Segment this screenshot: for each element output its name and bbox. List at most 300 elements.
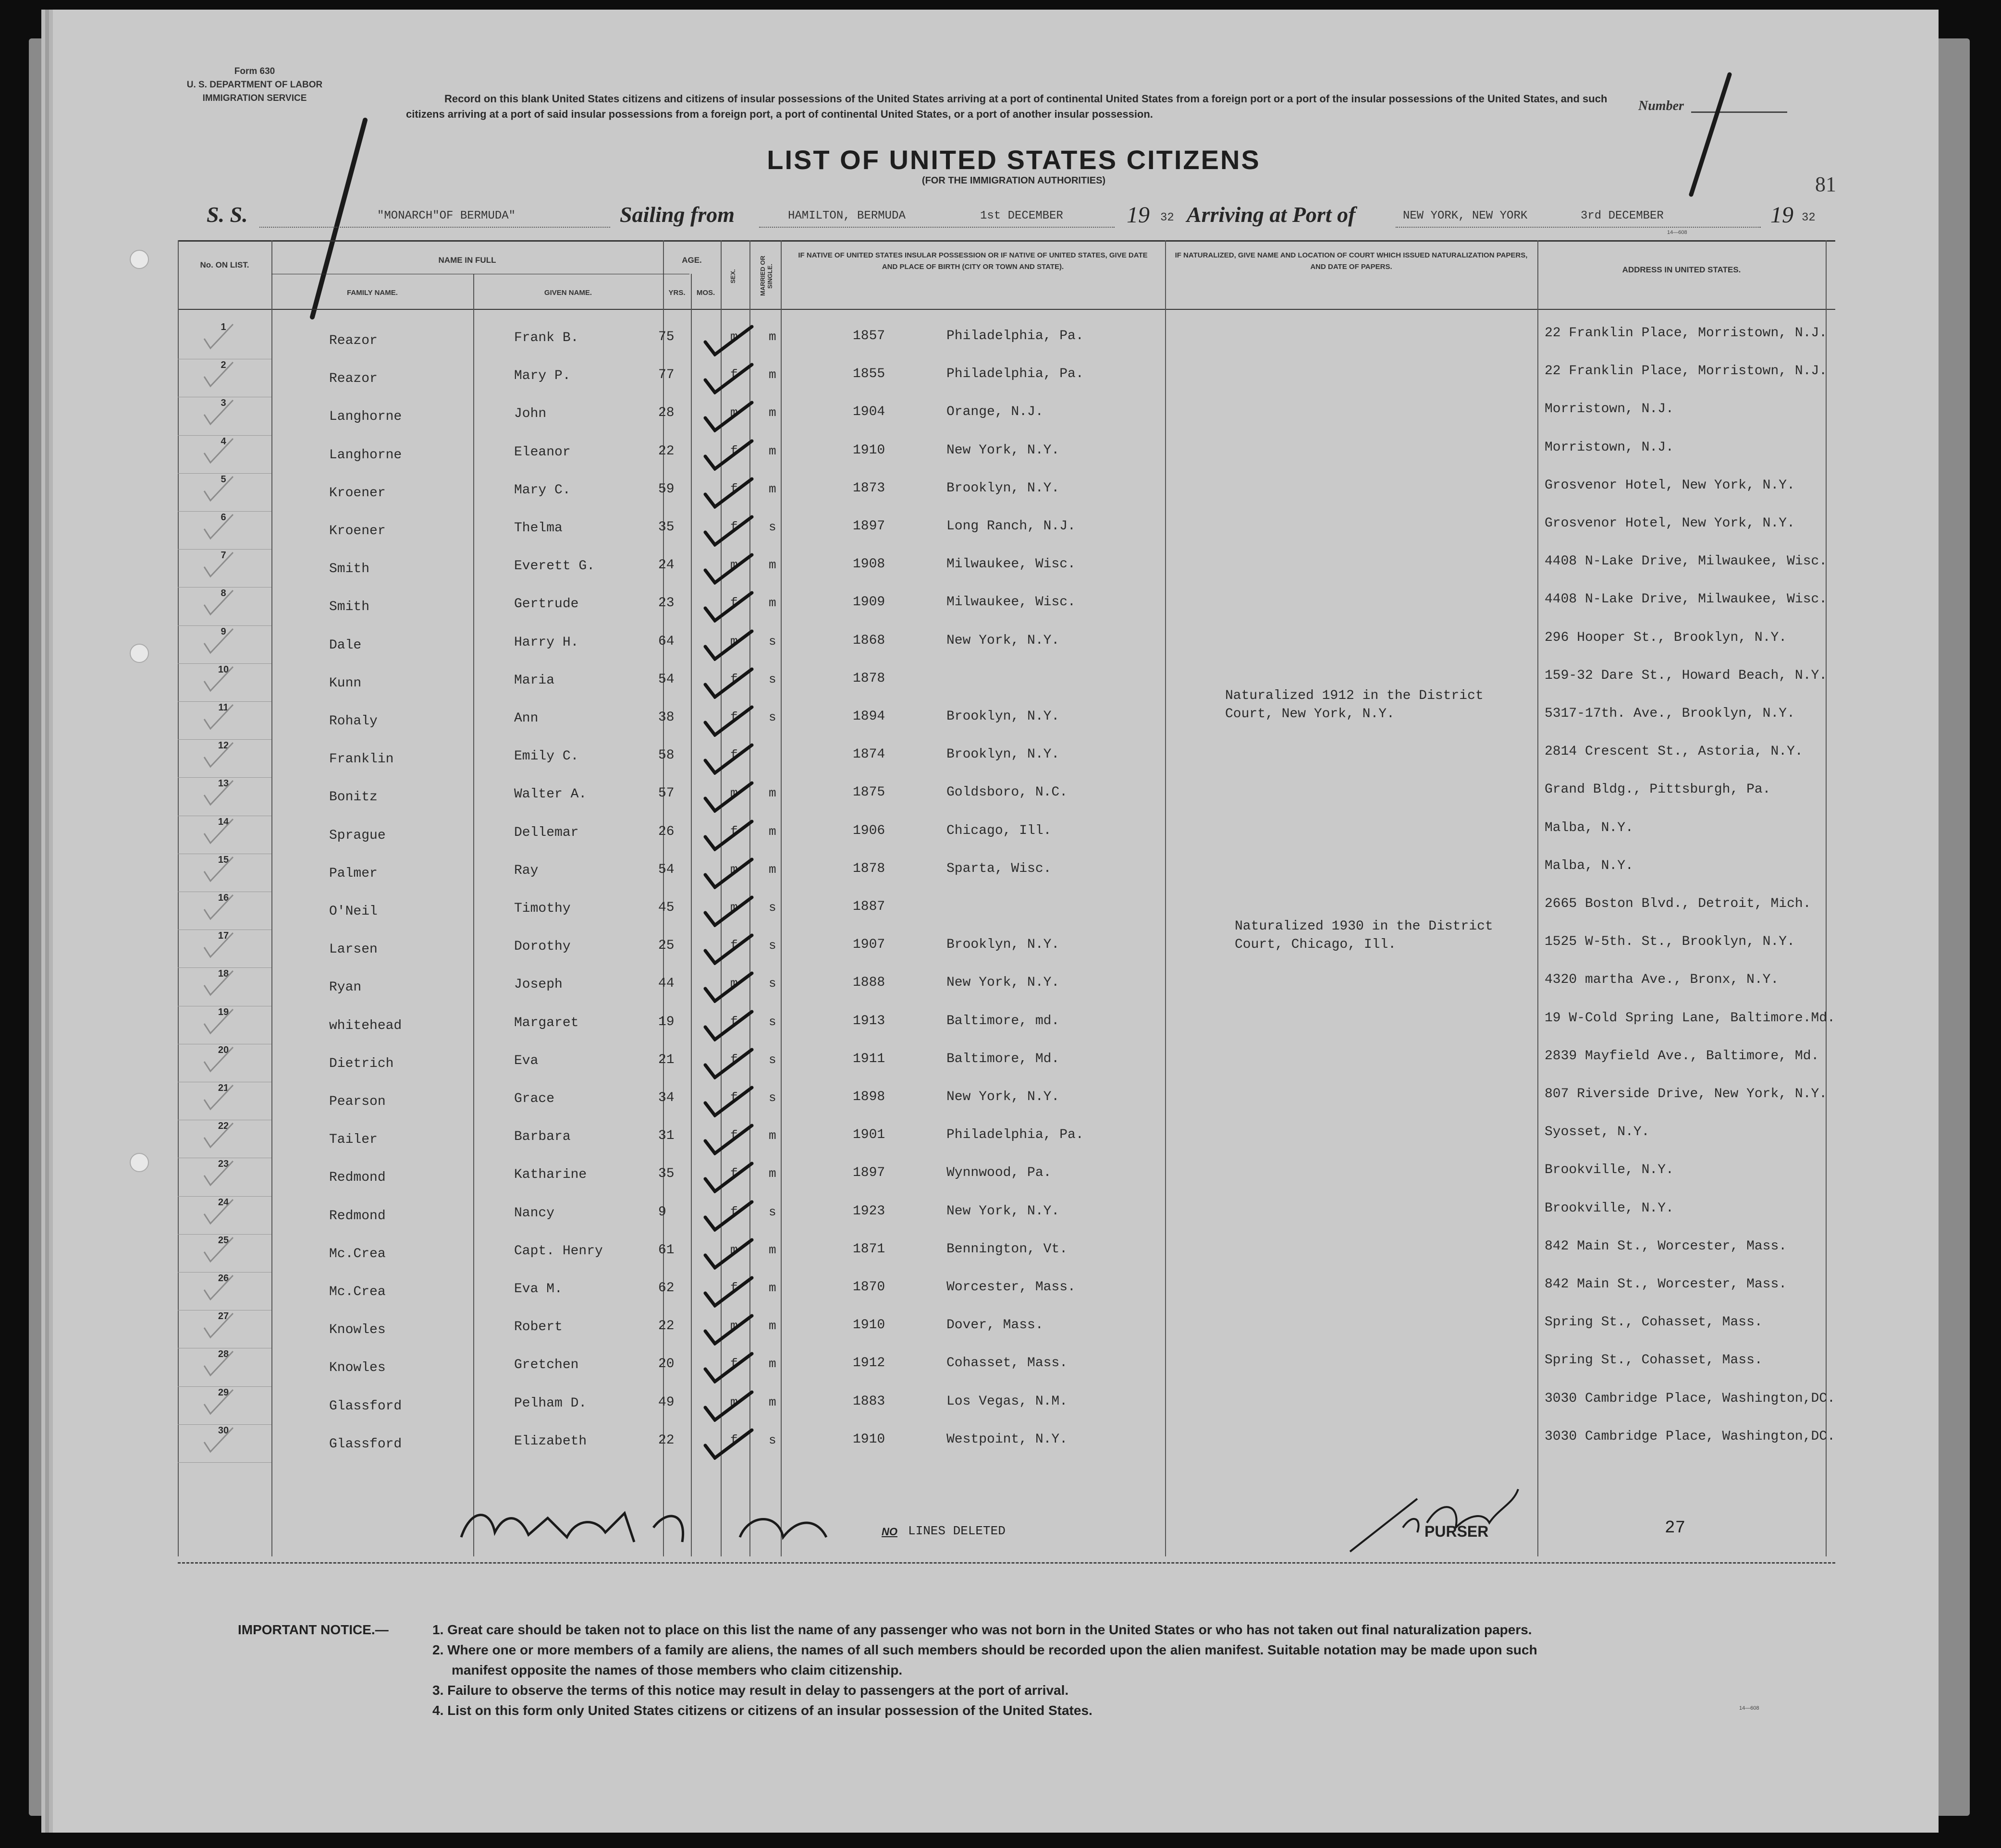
family-name: Pearson: [329, 1094, 386, 1109]
given-name: Gretchen: [514, 1358, 579, 1373]
us-address: 2665 Boston Blvd., Detroit, Mich.: [1545, 896, 1811, 911]
check-mark-icon: [701, 1274, 754, 1308]
marital-status: m: [769, 1395, 776, 1409]
margin-tick-icon: [202, 1387, 235, 1416]
sex: f: [730, 1128, 738, 1143]
us-address: Morristown, N.J.: [1545, 402, 1674, 417]
sex: m: [730, 862, 738, 877]
row-number: 18: [218, 968, 229, 979]
age-years: 21: [658, 1052, 675, 1067]
birth-year: 1883: [853, 1394, 885, 1409]
page-title: LIST OF UNITED STATES CITIZENS: [767, 145, 1261, 175]
row-number: 24: [218, 1197, 229, 1208]
us-address: 4408 N-Lake Drive, Milwaukee, Wisc.: [1545, 592, 1828, 607]
table-row: [178, 360, 1835, 397]
arrival-year-prefix: 19: [1770, 202, 1793, 228]
birth-year: 1878: [853, 861, 885, 876]
sex: f: [730, 520, 738, 534]
given-name: Elizabeth: [514, 1433, 587, 1449]
sex: f: [730, 1166, 738, 1181]
us-address: 19 W-Cold Spring Lane, Baltimore.Md.: [1545, 1010, 1835, 1026]
sex: f: [730, 1014, 738, 1029]
marital-status: m: [769, 862, 776, 877]
birth-place: Brooklyn, N.Y.: [946, 937, 1060, 953]
given-name: Frank B.: [514, 330, 579, 345]
table-row: [178, 893, 1835, 930]
given-name: Nancy: [514, 1205, 555, 1221]
us-address: Brookville, N.Y.: [1545, 1200, 1674, 1216]
table-row: [178, 702, 1835, 740]
margin-tick-icon: [202, 1425, 235, 1454]
margin-tick-icon: [202, 968, 235, 997]
table-row: [178, 1083, 1835, 1120]
given-name: Pelham D.: [514, 1395, 587, 1411]
age-years: 77: [658, 367, 675, 383]
row-rule: [178, 473, 271, 474]
table-row: [178, 778, 1835, 816]
table-row: [178, 1235, 1835, 1273]
family-name: whitehead: [329, 1018, 402, 1033]
birth-place: Dover, Mass.: [946, 1318, 1043, 1333]
row-rule: [178, 1462, 271, 1463]
margin-tick-icon: [202, 626, 235, 655]
birth-year: 1871: [853, 1241, 885, 1257]
row-rule: [178, 967, 271, 968]
handwritten-number: [1657, 70, 1754, 204]
arrival-date: 3rd DECEMBER: [1581, 209, 1664, 222]
table-row: [178, 322, 1835, 359]
marital-status: s: [769, 938, 776, 953]
sex: m: [730, 634, 738, 649]
form-code: 14—608: [1739, 1705, 1759, 1711]
notice-lead: IMPORTANT NOTICE.—: [238, 1622, 389, 1637]
family-name: Kunn: [329, 675, 362, 691]
margin-tick-icon: [202, 1273, 235, 1302]
family-name: Glassford: [329, 1398, 402, 1414]
given-name: Dellemar: [514, 825, 579, 840]
us-address: 2839 Mayfield Ave., Baltimore, Md.: [1545, 1048, 1819, 1064]
birth-place: Westpoint, N.Y.: [946, 1432, 1068, 1447]
margin-tick-icon: [202, 588, 235, 617]
check-mark-icon: [701, 665, 754, 699]
check-mark-icon: [701, 1388, 754, 1422]
age-years: 61: [658, 1242, 675, 1258]
birth-place: Wynnwood, Pa.: [946, 1165, 1052, 1181]
age-years: 57: [658, 786, 675, 801]
given-name: Mary P.: [514, 368, 571, 384]
table-row: [178, 474, 1835, 512]
row-number: 27: [218, 1311, 229, 1322]
birth-place: Brooklyn, N.Y.: [946, 747, 1060, 762]
table-row: [178, 436, 1835, 474]
check-mark-icon: [701, 399, 754, 432]
notice-item: 4. List on this form only United States citizens or citizens of an insular possession of the United States.: [432, 1703, 1093, 1718]
birth-year: 1910: [853, 1318, 885, 1333]
row-number: 7: [221, 550, 226, 561]
family-name: Smith: [329, 562, 370, 577]
port-underline: [1396, 227, 1761, 228]
row-number: 17: [218, 930, 229, 942]
handwritten-purser-signature: [1345, 1470, 1528, 1556]
row-number: 30: [218, 1425, 229, 1436]
family-name: Ryan: [329, 980, 362, 995]
given-name: Gertrude: [514, 597, 579, 612]
header-given-name: GIVEN NAME.: [544, 289, 592, 297]
table-row: [178, 398, 1835, 435]
ship-name: "MONARCH"OF BERMUDA": [377, 209, 516, 222]
us-address: 4408 N-Lake Drive, Milwaukee, Wisc.: [1545, 554, 1828, 569]
age-years: 20: [658, 1357, 675, 1372]
marital-status: m: [769, 1242, 776, 1257]
age-years: 44: [658, 976, 675, 991]
check-mark-icon: [701, 1084, 754, 1117]
margin-tick-icon: [202, 778, 235, 807]
us-address: 1525 W-5th. St., Brooklyn, N.Y.: [1545, 934, 1795, 950]
given-name: John: [514, 406, 547, 422]
margin-tick-icon: [202, 474, 235, 503]
row-number: 23: [218, 1159, 229, 1170]
age-years: 75: [658, 330, 675, 344]
sailing-from-port: HAMILTON, BERMUDA: [788, 209, 906, 222]
arriving-label: Arriving at Port of: [1187, 202, 1356, 227]
sex: f: [730, 710, 738, 724]
birth-year: 1907: [853, 937, 885, 953]
birth-place: New York, N.Y.: [946, 442, 1060, 458]
given-name: Barbara: [514, 1129, 571, 1145]
check-mark-icon: [701, 551, 754, 585]
form-number: Form 630: [234, 66, 275, 76]
table-row: [178, 550, 1835, 587]
birth-year: 1897: [853, 1165, 885, 1181]
birth-year: 1923: [853, 1203, 885, 1219]
us-address: 3030 Cambridge Place, Washington,DC.: [1545, 1429, 1835, 1444]
us-address: Spring St., Cohasset, Mass.: [1545, 1315, 1763, 1330]
marital-status: s: [769, 1014, 776, 1029]
age-years: 22: [658, 443, 675, 459]
given-name: Thelma: [514, 521, 563, 536]
birth-place: Long Ranch, N.J.: [946, 519, 1076, 534]
naturalization-note-line: Naturalized 1930 in the District: [1235, 919, 1493, 934]
sex: f: [730, 672, 738, 686]
birth-year: 1873: [853, 480, 885, 496]
marital-status: m: [769, 558, 776, 573]
manifest-page: [53, 10, 1939, 1833]
notice-item: 1. Great care should be taken not to place on this list the name of any passenger who was not born in the United States or who has not taken out final naturalization papers.: [432, 1622, 1532, 1637]
header-birth: IF NATIVE OF UNITED STATES INSULAR POSSESSION OR IF NATIVE OF UNITED STATES, GIVE DATE AND PLACE OF BIRTH (CITY OR TOWN AND STATE).: [798, 251, 1148, 271]
marital-status: m: [769, 405, 776, 420]
sex: f: [730, 481, 738, 496]
birth-year: 1906: [853, 823, 885, 838]
birth-year: 1913: [853, 1013, 885, 1028]
check-mark-icon: [701, 513, 754, 547]
family-name: Reazor: [329, 333, 378, 348]
birth-year: 1887: [853, 899, 885, 914]
given-name: Capt. Henry: [514, 1243, 603, 1259]
us-address: Grosvenor Hotel, New York, N.Y.: [1545, 477, 1795, 493]
row-number: 15: [218, 854, 229, 865]
table-row: [178, 588, 1835, 625]
sex: f: [730, 1281, 738, 1295]
family-name: O'Neil: [329, 904, 378, 919]
header-name-in-full: NAME IN FULL: [438, 256, 496, 265]
birth-year: 1910: [853, 442, 885, 458]
check-mark-icon: [701, 703, 754, 737]
family-name: Redmond: [329, 1208, 386, 1224]
row-rule: [178, 663, 271, 664]
service-name: IMMIGRATION SERVICE: [202, 93, 307, 103]
birth-place: Worcester, Mass.: [946, 1280, 1076, 1295]
marital-status: m: [769, 596, 776, 611]
header-yrs: YRS.: [668, 289, 686, 297]
birth-year: 1875: [853, 785, 885, 800]
sailing-from-label: Sailing from: [620, 202, 735, 227]
ss-label: S. S.: [207, 202, 248, 227]
sex: m: [730, 1395, 738, 1409]
check-mark-icon: [701, 931, 754, 965]
birth-place: Brooklyn, N.Y.: [946, 709, 1060, 724]
given-name: Eva: [514, 1053, 539, 1068]
marital-status: m: [769, 481, 776, 496]
arrival-year: 32: [1802, 211, 1816, 224]
age-years: 59: [658, 481, 675, 497]
age-years: 54: [658, 862, 675, 877]
row-rule: [178, 1196, 271, 1197]
us-address: 22 Franklin Place, Morristown, N.J.: [1545, 326, 1828, 341]
us-address: 2814 Crescent St., Astoria, N.Y.: [1545, 744, 1803, 759]
naturalization-note: [1235, 918, 1493, 954]
marital-status: m: [769, 824, 776, 839]
us-address: Morristown, N.J.: [1545, 440, 1674, 455]
sailing-date: 1st DECEMBER: [980, 209, 1063, 222]
margin-tick-icon: [202, 512, 235, 541]
table-row: [178, 626, 1835, 664]
marital-status: s: [769, 672, 776, 686]
birth-place: Goldsboro, N.C.: [946, 785, 1068, 800]
given-name: Harry H.: [514, 635, 579, 650]
us-address: Spring St., Cohasset, Mass.: [1545, 1353, 1763, 1368]
check-mark-icon: [701, 893, 754, 927]
given-name: Everett G.: [514, 559, 595, 574]
us-address: 5317-17th. Ave., Brooklyn, N.Y.: [1545, 706, 1795, 721]
naturalization-note-line: Court, Chicago, Ill.: [1235, 937, 1397, 952]
check-mark-icon: [701, 969, 754, 1003]
family-name: Kroener: [329, 485, 386, 501]
marital-status: s: [769, 634, 776, 649]
us-address: 4320 martha Ave., Bronx, N.Y.: [1545, 972, 1779, 988]
sex: f: [730, 1052, 738, 1067]
family-name: Rohaly: [329, 714, 378, 729]
age-years: 35: [658, 1166, 675, 1182]
birth-place: Bennington, Vt.: [946, 1241, 1068, 1257]
header-naturalized: IF NATURALIZED, GIVE NAME AND LOCATION OF COURT WHICH ISSUED NATURALIZATION PAPERS, AND DATE OF PAPERS.: [1175, 251, 1528, 271]
printer-code: 14—608: [1667, 230, 1687, 235]
row-number: 22: [218, 1121, 229, 1132]
margin-tick-icon: [202, 1007, 235, 1036]
given-name: Grace: [514, 1091, 555, 1106]
row-number: 19: [218, 1006, 229, 1017]
family-name: Kroener: [329, 524, 386, 538]
marital-status: m: [769, 1357, 776, 1371]
given-name: Margaret: [514, 1015, 579, 1030]
table-bottom-rule: [178, 1562, 1835, 1564]
row-rule: [178, 1234, 271, 1235]
birth-place: Chicago, Ill.: [946, 823, 1052, 838]
sex: m: [730, 330, 738, 344]
birth-place: Sparta, Wisc.: [946, 861, 1052, 876]
sex: m: [730, 558, 738, 573]
age-years: 34: [658, 1090, 675, 1105]
row-number: 12: [218, 740, 229, 751]
birth-place: New York, N.Y.: [946, 975, 1060, 991]
birth-year: 1901: [853, 1127, 885, 1143]
row-rule: [178, 435, 271, 436]
margin-tick-icon: [202, 740, 235, 769]
table-row: [178, 1425, 1835, 1463]
marital-status: s: [769, 520, 776, 534]
birth-place: Milwaukee, Wisc.: [946, 557, 1076, 572]
age-years: 24: [658, 558, 675, 573]
marital-status: m: [769, 330, 776, 344]
family-name: Mc.Crea: [329, 1285, 386, 1299]
birth-year: 1909: [853, 595, 885, 610]
sex: f: [730, 1090, 738, 1105]
table-top-rule: [178, 240, 1835, 242]
arrival-port: NEW YORK, NEW YORK: [1403, 209, 1528, 222]
birth-place: New York, N.Y.: [946, 1203, 1060, 1219]
family-name: Mc.Crea: [329, 1246, 386, 1261]
family-name: Palmer: [329, 866, 378, 881]
birth-year: 1912: [853, 1356, 885, 1371]
given-name: Timothy: [514, 901, 571, 916]
row-number: 16: [218, 893, 229, 903]
age-years: 25: [658, 938, 675, 954]
sex: m: [730, 786, 738, 801]
table-row: [178, 1045, 1835, 1082]
us-address: Brookville, N.Y.: [1545, 1163, 1674, 1178]
notice-item-continued: manifest opposite the names of those members who claim citizenship.: [452, 1663, 903, 1677]
given-name: Joseph: [514, 977, 563, 992]
number-label: Number: [1638, 98, 1684, 113]
row-rule: [178, 549, 271, 550]
check-mark-icon: [701, 1426, 754, 1460]
birth-year: 1874: [853, 747, 885, 762]
table-row: [178, 1349, 1835, 1386]
sex: f: [730, 1357, 738, 1371]
marital-status: s: [769, 900, 776, 915]
family-name: Dale: [329, 637, 362, 653]
row-number: 10: [218, 664, 229, 675]
marital-status: m: [769, 1166, 776, 1181]
check-mark-icon: [701, 323, 754, 356]
given-name: Katharine: [514, 1167, 587, 1183]
check-mark-icon: [701, 856, 754, 889]
age-years: 26: [658, 824, 675, 839]
form-preamble: Record on this blank United States citizens and citizens of insular possessions of the United States arriving at a port of continental United States from a foreign port or a port of the insular possessions of the United States, and such citizens arriving at a port of said insular possessions from a foreign port, a port of continental United States, or a port of another insular possession.: [406, 93, 1608, 120]
row-number: 9: [221, 626, 226, 637]
form-identifier: [154, 65, 356, 105]
given-name: Eva M.: [514, 1282, 563, 1297]
header-mos: MOS.: [696, 289, 715, 297]
birth-place: Philadelphia, Pa.: [946, 367, 1084, 382]
check-mark-icon: [701, 1008, 754, 1041]
check-mark-icon: [701, 475, 754, 509]
family-name: Langhorne: [329, 447, 402, 463]
check-mark-icon: [701, 741, 754, 775]
birth-year: 1911: [853, 1051, 885, 1066]
us-address: 842 Main St., Worcester, Mass.: [1545, 1277, 1787, 1292]
row-rule: [178, 1386, 271, 1387]
table-row: [178, 1197, 1835, 1235]
age-years: 64: [658, 634, 675, 649]
table-row: [178, 1387, 1835, 1425]
birth-place: Baltimore, Md.: [946, 1051, 1060, 1066]
birth-place: Cohasset, Mass.: [946, 1356, 1068, 1371]
row-rule: [178, 1272, 271, 1273]
us-address: Grand Bldg., Pittsburgh, Pa.: [1545, 782, 1771, 797]
notice-item: 3. Failure to observe the terms of this notice may result in delay to passengers at the port of arrival.: [432, 1683, 1069, 1698]
birth-place: Baltimore, md.: [946, 1013, 1060, 1028]
sailing-year: 32: [1160, 211, 1174, 224]
row-rule: [178, 777, 271, 778]
marital-status: m: [769, 1319, 776, 1334]
table-row: [178, 740, 1835, 778]
header-age: AGE.: [682, 256, 702, 265]
table-row: [178, 1311, 1835, 1348]
age-years: 45: [658, 900, 675, 915]
birth-year: 1898: [853, 1089, 885, 1104]
sex: f: [730, 1432, 738, 1447]
margin-tick-icon: [202, 1045, 235, 1074]
given-name: Walter A.: [514, 787, 587, 802]
sex: m: [730, 1319, 738, 1334]
marital-status: s: [769, 1090, 776, 1105]
age-years: 31: [658, 1128, 675, 1144]
birth-place: Los Vegas, N.M.: [946, 1394, 1068, 1409]
passenger-count: 27: [1665, 1518, 1686, 1538]
check-mark-icon: [701, 1198, 754, 1232]
margin-tick-icon: [202, 817, 235, 845]
row-number: 8: [221, 588, 226, 599]
row-number: 28: [218, 1349, 229, 1360]
sex: m: [730, 1242, 738, 1257]
check-mark-icon: [701, 627, 754, 661]
table-row: [178, 968, 1835, 1006]
margin-tick-icon: [202, 550, 235, 579]
row-number: 25: [218, 1235, 229, 1246]
check-mark-icon: [701, 437, 754, 471]
us-address: Malba, N.Y.: [1545, 820, 1633, 835]
table-row: [178, 855, 1835, 892]
table-row: [178, 664, 1835, 702]
row-number: 11: [218, 702, 229, 713]
sex: f: [730, 443, 738, 458]
us-address: Grosvenor Hotel, New York, N.Y.: [1545, 516, 1795, 531]
row-number: 6: [221, 512, 226, 523]
lines-deleted-label: LINES DELETED: [908, 1524, 1006, 1538]
age-years: 28: [658, 405, 675, 421]
table-header-rule: [178, 309, 1835, 310]
age-years: 49: [658, 1395, 675, 1410]
birth-year: 1870: [853, 1280, 885, 1295]
row-number: 3: [221, 398, 226, 409]
family-name: Glassford: [329, 1436, 402, 1452]
birth-year: 1878: [853, 671, 885, 686]
check-mark-icon: [701, 1046, 754, 1079]
header-no: No. ON LIST.: [200, 260, 249, 269]
us-address: Malba, N.Y.: [1545, 858, 1633, 873]
sailing-year-prefix: 19: [1127, 202, 1150, 228]
marital-status: s: [769, 1204, 776, 1219]
